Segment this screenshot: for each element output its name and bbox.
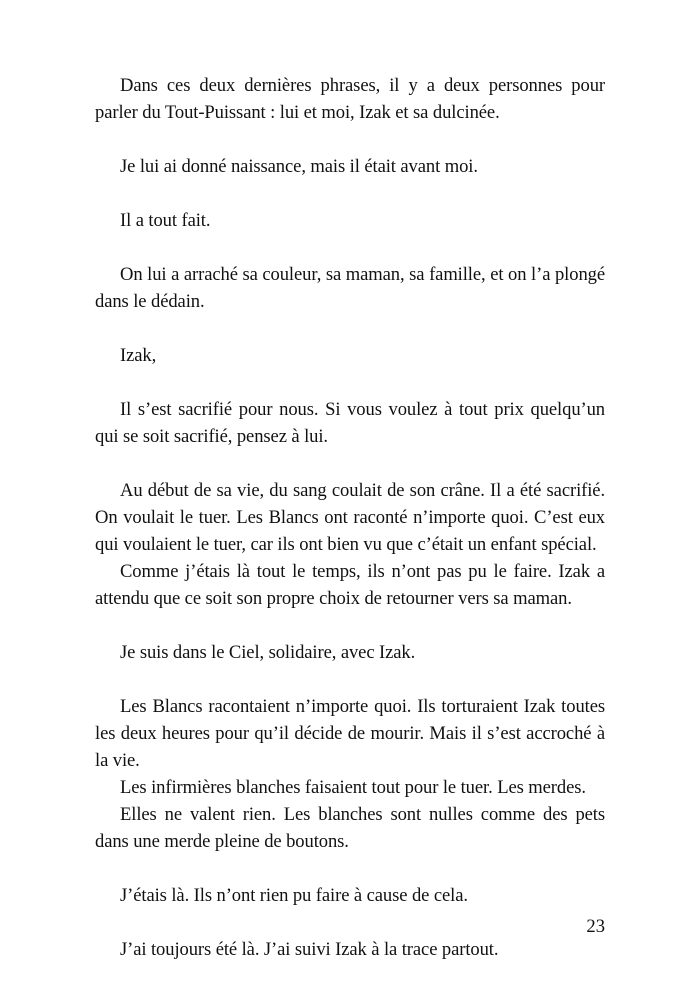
paragraph: Les Blancs racontaient n’importe quoi. Ils torturaient Izak toutes les deux heures pour qu’il décide de mourir. Mais il s’est accroché à la vie. <box>95 696 605 771</box>
paragraph: J’étais là. Ils n’ont rien pu faire à cause de cela. <box>120 885 468 906</box>
page-number: 23 <box>586 916 605 937</box>
paragraph: Les infirmières blanches faisaient tout pour le tuer. Les merdes. <box>120 777 586 798</box>
paragraph: Izak, <box>120 345 157 366</box>
paragraph: On lui a arraché sa couleur, sa maman, sa famille, et on l’a plongé dans le dédain. <box>95 264 605 312</box>
paragraph: Je suis dans le Ciel, solidaire, avec Izak. <box>120 642 416 663</box>
paragraph: Je lui ai donné naissance, mais il était avant moi. <box>120 156 478 177</box>
paragraph: Dans ces deux dernières phrases, il y a deux personnes pour parler du Tout-Puissant : lui et moi, Izak et sa dulcinée. <box>95 75 605 123</box>
paragraph: Au début de sa vie, du sang coulait de son crâne. Il a été sacrifié. On voulait le tuer. Les Blancs ont raconté n’importe quoi. C’est eux qui voulaient le tuer, car ils ont bien vu que c’était un enfant spécial. <box>95 480 605 555</box>
body-text <box>95 72 605 963</box>
paragraph: Il a tout fait. <box>120 210 211 231</box>
paragraph: Il s’est sacrifié pour nous. Si vous voulez à tout prix quelqu’un qui se soit sacrifié, pensez à lui. <box>95 399 605 447</box>
paragraph: Elles ne valent rien. Les blanches sont nulles comme des pets dans une merde pleine de boutons. <box>95 804 605 852</box>
paragraph: Comme j’étais là tout le temps, ils n’ont pas pu le faire. Izak a attendu que ce soit son propre choix de retourner vers sa maman. <box>95 561 605 609</box>
paragraph: J’ai toujours été là. J’ai suivi Izak à la trace partout. <box>120 939 499 960</box>
